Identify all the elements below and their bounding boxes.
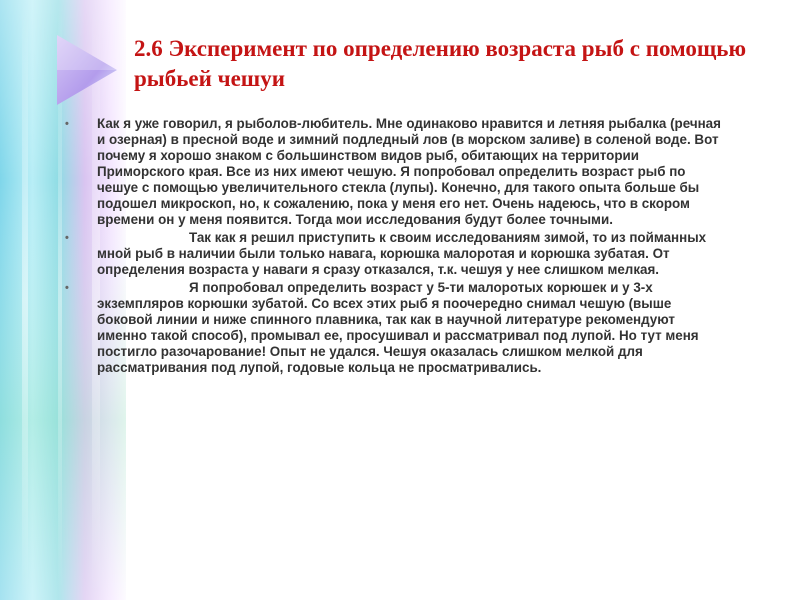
bullet-icon: • (65, 118, 69, 130)
paragraph-text: Я попробовал определить возраст у 5-ти малоротых корюшек и у 3-х экземпляров корюшки зубатой. Со всех этих рыб я поочередно снимал чешую (выше боковой линии и ниже спинного плавника, так как в научной литературе рекомендуют именно такой способ), промывал ее, просушивал и рассматривал под лупой. Но тут меня постигло разочарование! Опыт не удался. Чешуя оказалась слишком мелкой для рассматривания под лупой, годовые кольца не просматривались. (97, 280, 699, 375)
paragraph-text: Как я уже говорил, я рыболов-любитель. Мне одинаково нравится и летняя рыбалка (речная и озерная) в пресной воде и зимний подледный лов (в морском заливе) в соленой воде. Вот почему я хорошо знаком с большинством видов рыб, обитающих на территории Приморского края. Все из них имеют чешую. Я попробовал определить возраст рыб по чешуе с помощью увеличительного стекла (лупы). Конечно, для такого опыта больше бы подошел микроскоп, но, к сожалению, пока у меня его нет. Очень надеюсь, что в скором времени он у меня появится. Тогда мои исследования будут более точными. (97, 116, 721, 227)
bullet-icon: • (65, 232, 69, 244)
play-arrow-icon (57, 35, 119, 105)
body-text-list (65, 116, 725, 378)
list-item (65, 280, 725, 376)
paragraph-text: Так как я решил приступить к своим исследованиям зимой, то из пойманных мной рыб в наличии были только навага, корюшка малоротая и корюшка зубатая. От определения возраста у наваги я сразу отказался, т.к. чешуя у нее слишком мелкая. (97, 230, 707, 277)
slide-title: 2.6 Эксперимент по определению возраста рыб с помощью рыбьей чешуи (134, 36, 747, 91)
bullet-icon: • (65, 282, 69, 294)
list-item (65, 116, 725, 228)
list-item (65, 230, 725, 278)
